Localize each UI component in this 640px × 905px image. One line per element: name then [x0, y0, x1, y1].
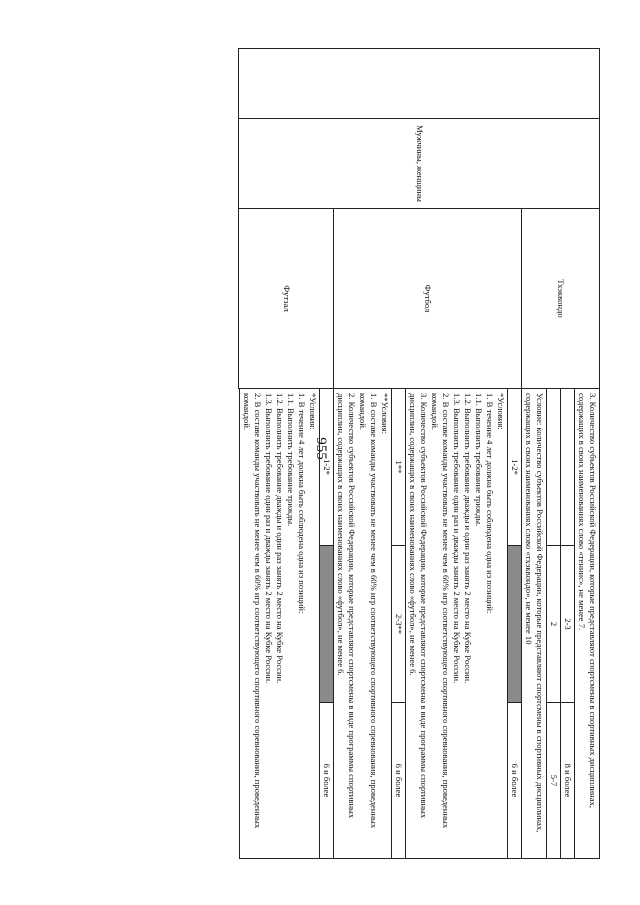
football-cond-b-1: 1. В составе команды участвовать не менее чем в 60% игр соответствующего спортивного соревнования, проведенных командой. [358, 393, 379, 829]
taekwondo-row-b-g3: 5-7 [547, 703, 561, 859]
football-cond-b-0: **Условия: [380, 393, 390, 435]
page-number: 955 [312, 437, 329, 460]
criteria-table [239, 48, 601, 859]
football-row-a-g1: 1-2* [508, 389, 522, 546]
futsal-cond-a-0: *Условия: [308, 393, 318, 430]
sport-taekwondo: Тхэквондо [522, 209, 600, 389]
football-cond-b-2: 2. Количество субъектов Российской Федерации, которые представляют спортсмены в виде программы спортивных дисциплин, содержащих в своих наименованиях слово «футбол», не менее 6. [336, 393, 357, 819]
futsal-cond-a-4: 1.3. Выполнить требование один раз и дважды занять 2 место на Кубке России. [264, 393, 274, 684]
football-cond-a-3: 1.2. Выполнить требование дважды и один раз занять 2 место на Кубке России. [463, 393, 473, 684]
football-row-a-g3: 6 и более [508, 703, 522, 859]
taekwondo-condition: Условие: количество субъектов Российской Федерации, которые представляют спортсмены в спортивных дисциплинах, содержащих в своих наименованиях слово «тхэквондо», не менее 10 [522, 389, 547, 859]
football-cond-a-6: 3. Количество субъектов Российской Федерации, которые представляют спортсмены в виде программы спортивных дисциплин, содержащих в своих наименованиях слово «футбол», не менее 6. [408, 393, 429, 819]
taekwondo-row-a-g2: 2-3 [561, 546, 575, 703]
football-cond-a-0: *Условия: [496, 393, 506, 430]
futsal-conditions-a [240, 389, 320, 859]
taekwondo-row-a-g3: 8 и более [561, 703, 575, 859]
spacer [239, 389, 240, 859]
football-row-b-g1: 1** [392, 389, 406, 546]
rotated-table-page [65, 48, 600, 858]
gender-cell: Мужчины, женщины [239, 119, 600, 209]
futsal-row-a-g2-shaded [320, 546, 334, 703]
football-cond-a-1: 1. В течение 4 лет должна быть соблюдена одна из позиций: [485, 393, 495, 614]
taekwondo-row-b-g2: 2 [547, 546, 561, 703]
futsal-cond-a-2: 1.1. Выполнить требование трижды. [286, 393, 296, 527]
futsal-row-a-g3: 6 и более [320, 703, 334, 859]
taekwondo-criterion-3: 3. Количество субъектов Российской Федерации, которые представляют спортсмены в спортивных дисциплинах, содержащих в своих наименованиях слово «теннис», не менее 7. [575, 389, 600, 859]
football-row-b-g2: 2-3** [392, 546, 406, 703]
futsal-cond-a-3: 1.2. Выполнить требование дважды и один раз занять 2 место на Кубке России. [275, 393, 285, 684]
football-row-b-g3: 6 и более [392, 703, 406, 859]
futsal-row-a-g1: 1-2* [320, 389, 334, 546]
football-row-a-g2-shaded [508, 546, 522, 703]
sport-futsal: Футзал [239, 209, 334, 389]
taekwondo-row-a-g1 [561, 389, 575, 546]
taekwondo-row-b-g1 [547, 389, 561, 546]
futsal-cond-a-1: 1. В течение 4 лет должна быть соблюдена одна из позиций: [297, 393, 307, 614]
football-conditions-b [334, 389, 392, 859]
futsal-cond-a-5: 2. В составе команды участвовать не менее чем в 60% игр соответствующего спортивного соревнования, проведенных командой. [242, 393, 263, 829]
football-cond-a-2: 1.1. Выполнить требование трижды. [474, 393, 484, 527]
sport-football: Футбол [334, 209, 522, 389]
football-conditions-a [406, 389, 508, 859]
football-cond-a-4: 1.3. Выполнить требование один раз и дважды занять 2 место на Кубке России. [452, 393, 462, 684]
empty-column [239, 49, 600, 119]
football-cond-a-5: 2. В составе команды участвовать не менее чем в 60% игр соответствующего спортивного соревнования, проведенных командой. [430, 393, 451, 829]
